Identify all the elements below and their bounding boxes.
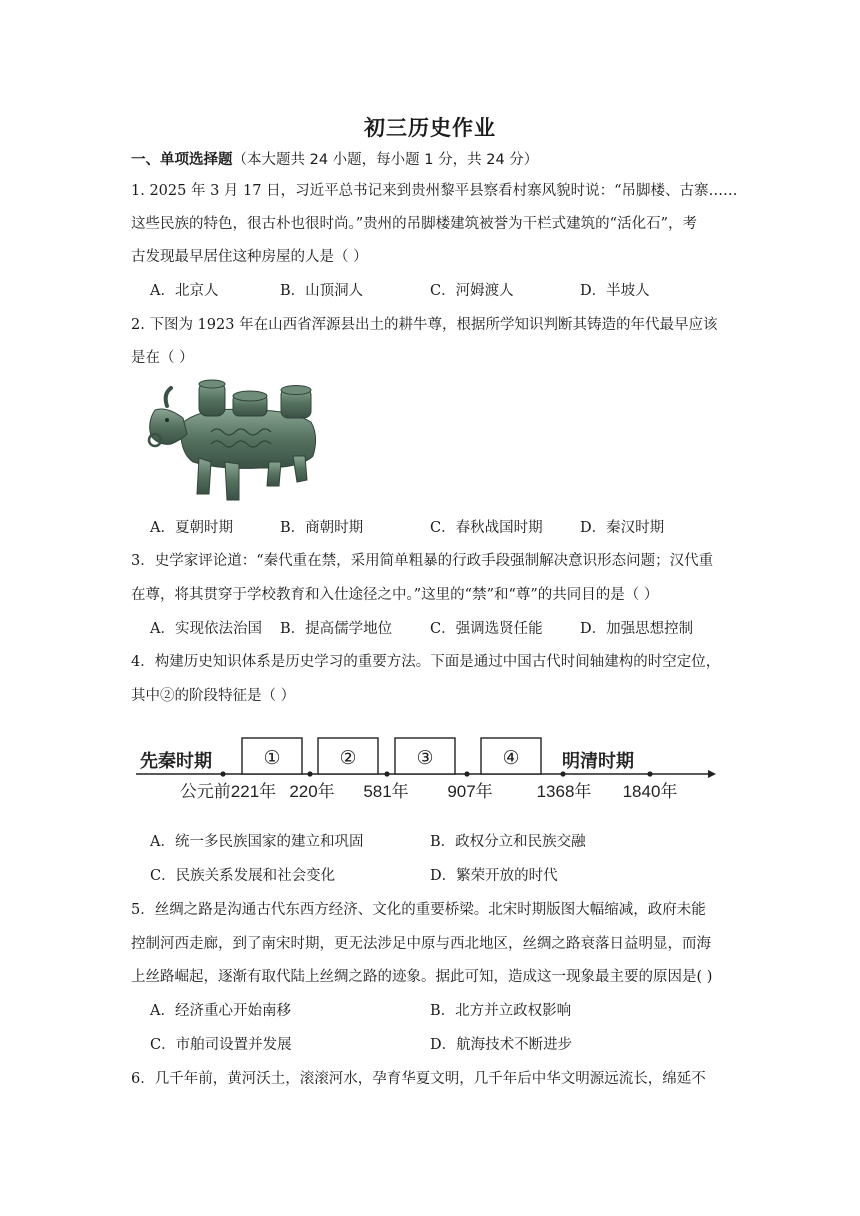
timeline-tick	[220, 771, 225, 776]
timeline-year-label: 公元前221年	[179, 782, 277, 801]
timeline-diagram	[136, 728, 726, 810]
q1-line-2: 这些民族的特色，很古朴也很时尚。”贵州的吊脚楼建筑被誉为干栏式建筑的“活化石”，考	[131, 216, 697, 232]
q2-option-b[interactable]: B．商朝时期	[280, 520, 364, 536]
q3-line-2: 在尊，将其贯穿于学校教育和入仕途径之中。”这里的“禁”和“尊”的共同目的是（ ）	[131, 587, 659, 603]
timeline-year-label: 1368年	[536, 782, 592, 801]
section-heading: 一、单项选择题	[131, 152, 233, 168]
timeline-arrow-icon	[708, 770, 716, 778]
timeline-tick	[647, 771, 652, 776]
q1-option-a[interactable]: A．北京人	[150, 283, 219, 299]
timeline-tick	[307, 771, 312, 776]
section-header	[131, 150, 538, 170]
q1-option-d[interactable]: D．半坡人	[580, 283, 650, 299]
q2-option-c[interactable]: C．春秋战国时期	[430, 520, 543, 536]
q5-line-2: 控制河西走廊，到了南宋时期，更无法涉足中原与西北地区，丝绸之路衰落日益明显，而海	[131, 936, 711, 952]
q1-line-3: 古发现最早居住这种房屋的人是（ ）	[131, 249, 368, 265]
timeline-end-label: 明清时期	[562, 751, 634, 771]
q4-option-a[interactable]: A．统一多民族国家的建立和巩固	[150, 834, 364, 850]
q2-line-1: 2. 下图为 1923 年在山西省浑源县出土的耕牛尊，根据所学知识判断其铸造的年代最早应该	[131, 317, 718, 333]
q4-line-1: 4．构建历史知识体系是历史学习的重要方法。下面是通过中国古代时间轴建构的时空定位，	[131, 654, 721, 670]
q4-option-d[interactable]: D．繁荣开放的时代	[430, 868, 558, 884]
q2-option-a[interactable]: A．夏朝时期	[150, 520, 233, 536]
q1-option-c[interactable]: C．河姆渡人	[430, 283, 514, 299]
q1-option-b[interactable]: B．山顶洞人	[280, 283, 364, 299]
timeline-tick	[560, 771, 565, 776]
q4-option-b[interactable]: B．政权分立和民族交融	[430, 834, 586, 850]
timeline-tick	[464, 771, 469, 776]
timeline-box-2-label: ②	[339, 748, 357, 769]
timeline-year-label: 220年	[289, 782, 335, 801]
q2-line-2: 是在（ ）	[131, 350, 194, 366]
timeline-tick	[384, 771, 389, 776]
timeline-start-label: 先秦时期	[140, 751, 212, 771]
q5-line-1: 5．丝绸之路是沟通古代东西方经济、文化的重要桥梁。北宋时期版图大幅缩减，政府未能	[131, 902, 706, 918]
q5-option-c[interactable]: C．市舶司设置并发展	[150, 1037, 292, 1053]
q3-line-1: 3．史学家评论道：“秦代重在禁，采用简单粗暴的行政手段强制解决意识形态问题；汉代重	[131, 553, 714, 569]
q3-option-d[interactable]: D．加强思想控制	[580, 621, 694, 637]
timeline-year-label: 581年	[363, 782, 409, 801]
q5-line-3: 上丝路崛起，逐渐有取代陆上丝绸之路的迹象。据此可知，造成这一现象最主要的原因是( )	[131, 969, 713, 985]
timeline-box-4-label: ④	[502, 748, 520, 769]
q5-option-a[interactable]: A．经济重心开始南移	[150, 1003, 291, 1019]
q3-option-c[interactable]: C．强调选贤任能	[430, 621, 543, 637]
timeline-year-label: 1840年	[622, 782, 678, 801]
q2-option-d[interactable]: D．秦汉时期	[580, 520, 665, 536]
q3-option-a[interactable]: A．实现依法治国	[150, 621, 262, 637]
q3-option-b[interactable]: B．提高儒学地位	[280, 621, 393, 637]
q5-option-b[interactable]: B．北方并立政权影响	[430, 1003, 572, 1019]
ox-zun-bronze-image	[141, 376, 331, 508]
q5-option-d[interactable]: D．航海技术不断进步	[430, 1037, 573, 1053]
timeline-year-label: 907年	[447, 782, 493, 801]
q1-line-1: 1. 2025 年 3 月 17 日，习近平总书记来到贵州黎平县察看村寨风貌时说：“吊脚楼、古寨……	[131, 183, 738, 199]
timeline-box-1-label: ①	[263, 748, 281, 769]
q4-option-c[interactable]: C．民族关系发展和社会变化	[150, 868, 336, 884]
q4-line-2: 其中②的阶段特征是（ ）	[131, 688, 296, 704]
page-title: 初三历史作业	[364, 116, 496, 140]
q6-line-1: 6．几千年前，黄河沃土，滚滚河水，孕育华夏文明，几千年后中华文明源远流长，绵延不	[131, 1071, 706, 1087]
section-note: （本大题共 24 小题，每小题 1 分，共 24 分）	[232, 152, 539, 168]
timeline-box-3-label: ③	[416, 748, 434, 769]
